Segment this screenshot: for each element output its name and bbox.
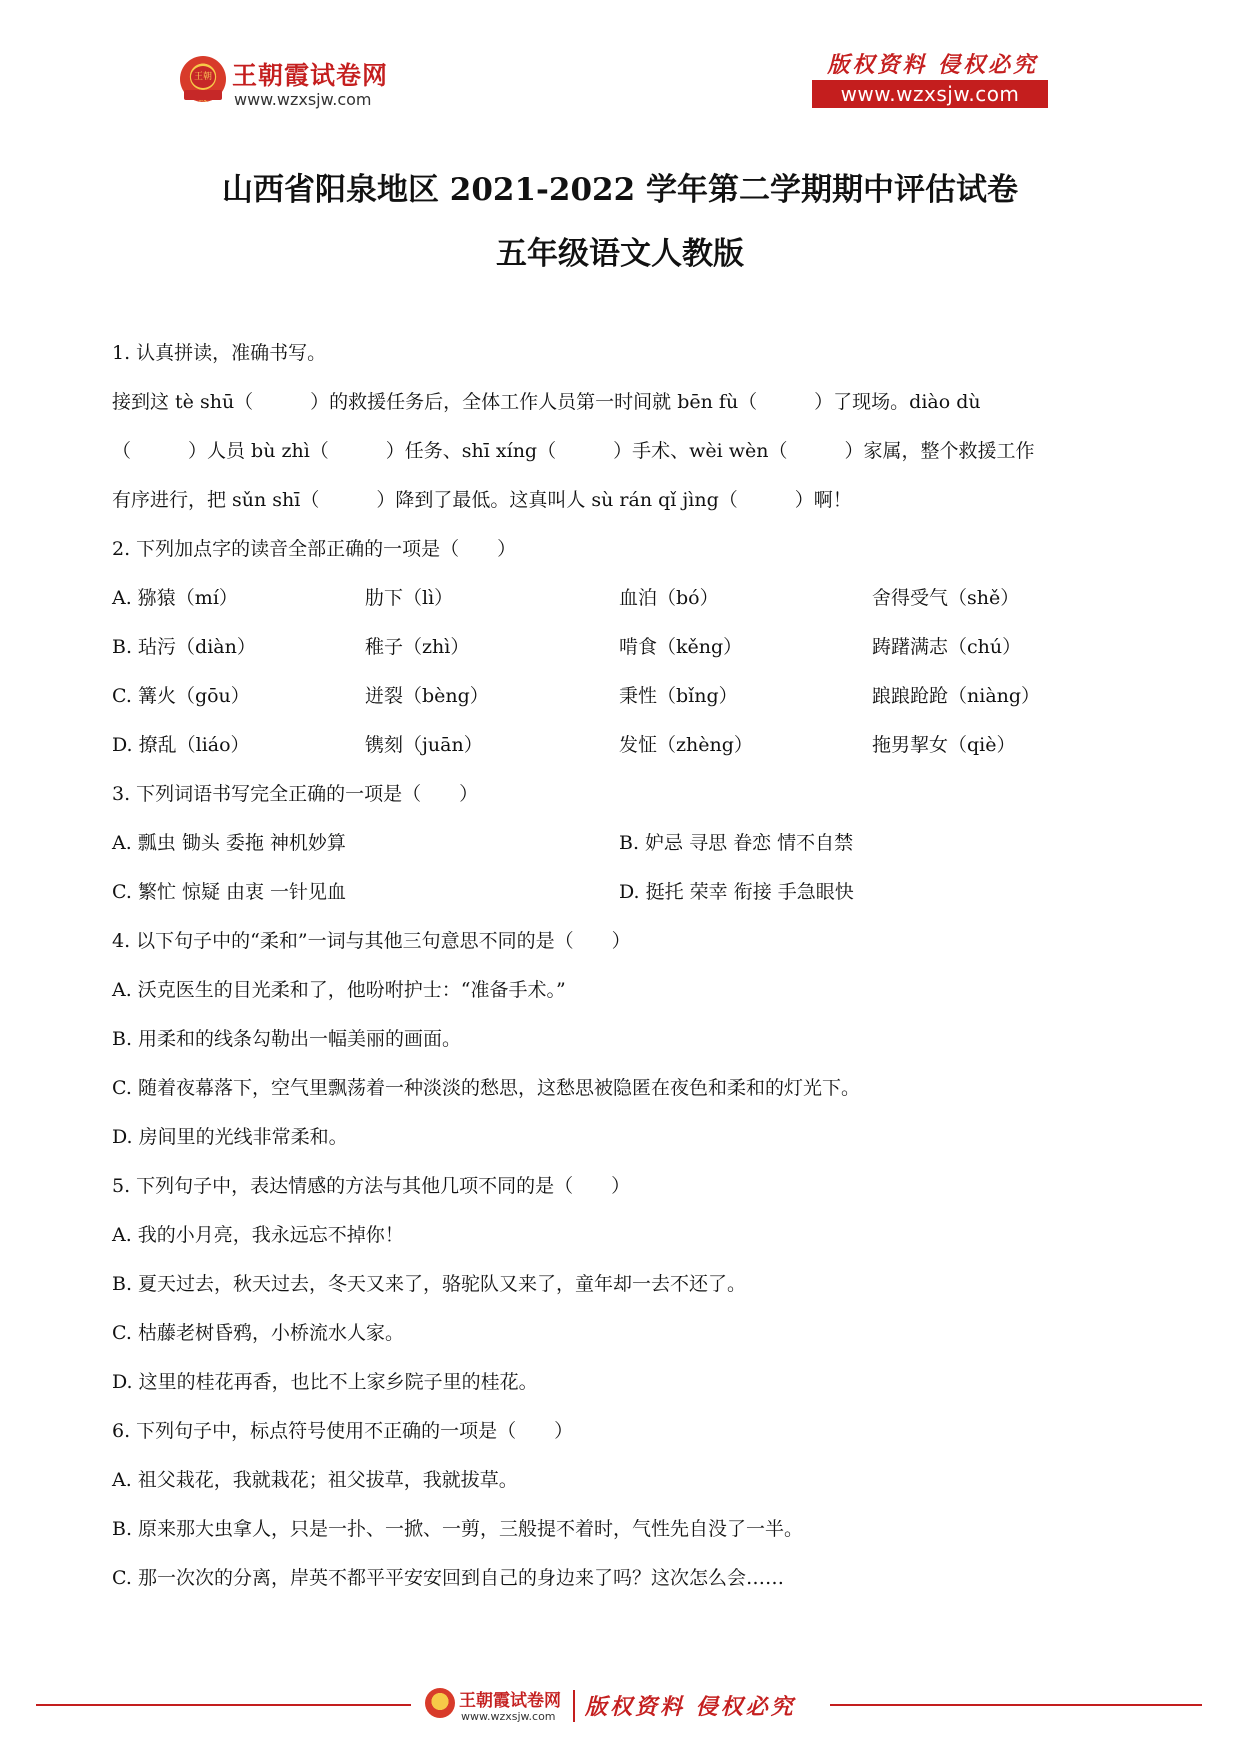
brand-url[interactable]: www.wzxsjw.com bbox=[234, 90, 372, 109]
header-logo bbox=[180, 52, 420, 112]
option-item: C. 繁忙 惊疑 由衷 一针见血 bbox=[112, 881, 347, 903]
option-row bbox=[112, 877, 1142, 926]
option-item: 秉性（bǐng） bbox=[619, 685, 738, 707]
brand-badge-icon bbox=[180, 56, 226, 102]
option-item: A. 猕猿（mí） bbox=[112, 587, 238, 609]
page-footer bbox=[0, 1680, 1240, 1730]
option-item: 啃食（kěng） bbox=[619, 636, 743, 658]
option-row bbox=[112, 632, 1142, 681]
option-item: 镌刻（juān） bbox=[365, 734, 483, 756]
question-text-line: （ ）人员 bù zhì（ ）任务、shī xíng（ ）手术、wèi wèn（ ）家属，整个救援工作 bbox=[112, 440, 1035, 462]
option-item: C. 随着夜幕落下，空气里飘荡着一种淡淡的愁思，这愁思被隐匿在夜色和柔和的灯光下。 bbox=[112, 1077, 860, 1099]
option-item: C. 枯藤老树昏鸦，小桥流水人家。 bbox=[112, 1322, 404, 1344]
exam-title: 山西省阳泉地区 2021-2022 学年第二学期期中评估试卷 bbox=[221, 172, 1018, 208]
option-item: D. 这里的桂花再香，也比不上家乡院子里的桂花。 bbox=[112, 1371, 538, 1393]
option-item: 迸裂（bèng） bbox=[365, 685, 489, 707]
copyright-notice: 版权资料 侵权必究 bbox=[827, 52, 1038, 78]
option-item: D. 挺托 荣幸 衔接 手急眼快 bbox=[619, 881, 854, 903]
footer-badge-icon bbox=[425, 1688, 455, 1718]
footer-copyright: 版权资料 侵权必究 bbox=[585, 1694, 796, 1720]
question-stem: 3. 下列词语书写完全正确的一项是（ ） bbox=[112, 783, 479, 805]
option-row bbox=[112, 681, 1142, 730]
option-item: A. 我的小月亮，我永远忘不掉你！ bbox=[112, 1224, 404, 1246]
exam-subtitle: 五年级语文人教版 bbox=[496, 236, 744, 272]
badge-ribbon bbox=[184, 90, 222, 100]
footer-divider bbox=[830, 1704, 1202, 1706]
option-item: A. 瓢虫 锄头 委拖 神机妙算 bbox=[112, 832, 346, 854]
question-text-line: 接到这 tè shū（ ）的救援任务后，全体工作人员第一时间就 bēn fù（ ）了现场。diào dù bbox=[112, 391, 981, 413]
option-item: 拖男挈女（qiè） bbox=[872, 734, 1016, 756]
question-text-line: 有序进行，把 sǔn shī（ ）降到了最低。这真叫人 sù rán qǐ jìng（ ）啊！ bbox=[112, 489, 852, 511]
option-row bbox=[112, 583, 1142, 632]
option-row bbox=[112, 828, 1142, 877]
option-item: 舍得受气（shě） bbox=[872, 587, 1020, 609]
option-item: 发怔（zhèng） bbox=[619, 734, 753, 756]
option-item: B. 夏天过去，秋天过去，冬天又来了，骆驼队又来了，童年却一去不还了。 bbox=[112, 1273, 747, 1295]
question-stem: 4. 以下句子中的“柔和”一词与其他三句意思不同的是（ ） bbox=[112, 930, 631, 952]
url-banner[interactable]: www.wzxsjw.com bbox=[812, 80, 1048, 108]
option-item: B. 玷污（diàn） bbox=[112, 636, 256, 658]
option-item: D. 撩乱（liáo） bbox=[112, 734, 250, 756]
footer-brand-name: 王朝霞试卷网 bbox=[459, 1691, 561, 1711]
question-stem: 6. 下列句子中，标点符号使用不正确的一项是（ ） bbox=[112, 1420, 574, 1442]
option-item: A. 祖父栽花，我就栽花；祖父拔草，我就拔草。 bbox=[112, 1469, 518, 1491]
option-item: 血泊（bó） bbox=[619, 587, 719, 609]
question-stem: 2. 下列加点字的读音全部正确的一项是（ ） bbox=[112, 538, 517, 560]
header-copyright bbox=[812, 48, 1048, 110]
option-item: 稚子（zhì） bbox=[365, 636, 470, 658]
option-item: B. 妒忌 寻思 眷恋 情不自禁 bbox=[619, 832, 854, 854]
question-list bbox=[112, 338, 1142, 1612]
option-item: 肋下（lì） bbox=[365, 587, 454, 609]
brand-name: 王朝霞试卷网 bbox=[232, 61, 389, 90]
footer-separator bbox=[573, 1690, 575, 1722]
option-row bbox=[112, 730, 1142, 779]
option-item: 踌躇满志（chú） bbox=[872, 636, 1022, 658]
badge-text: 王朝 bbox=[191, 66, 215, 88]
option-item: B. 用柔和的线条勾勒出一幅美丽的画面。 bbox=[112, 1028, 462, 1050]
footer-logo bbox=[425, 1684, 825, 1728]
question-stem: 1. 认真拼读，准确书写。 bbox=[112, 342, 327, 364]
option-item: 踉踉跄跄（niàng） bbox=[872, 685, 1041, 707]
footer-brand-url[interactable]: www.wzxsjw.com bbox=[461, 1710, 556, 1723]
option-item: B. 原来那大虫拿人，只是一扑、一掀、一剪，三般提不着时，气性先自没了一半。 bbox=[112, 1518, 804, 1540]
option-item: A. 沃克医生的目光柔和了，他吩咐护士：“准备手术。” bbox=[112, 979, 566, 1001]
option-item: D. 房间里的光线非常柔和。 bbox=[112, 1126, 348, 1148]
option-item: C. 那一次次的分离，岸英不都平平安安回到自己的身边来了吗？这次怎么会…… bbox=[112, 1567, 784, 1589]
question-stem: 5. 下列句子中，表达情感的方法与其他几项不同的是（ ） bbox=[112, 1175, 631, 1197]
footer-divider bbox=[36, 1704, 411, 1706]
option-item: C. 篝火（gōu） bbox=[112, 685, 250, 707]
